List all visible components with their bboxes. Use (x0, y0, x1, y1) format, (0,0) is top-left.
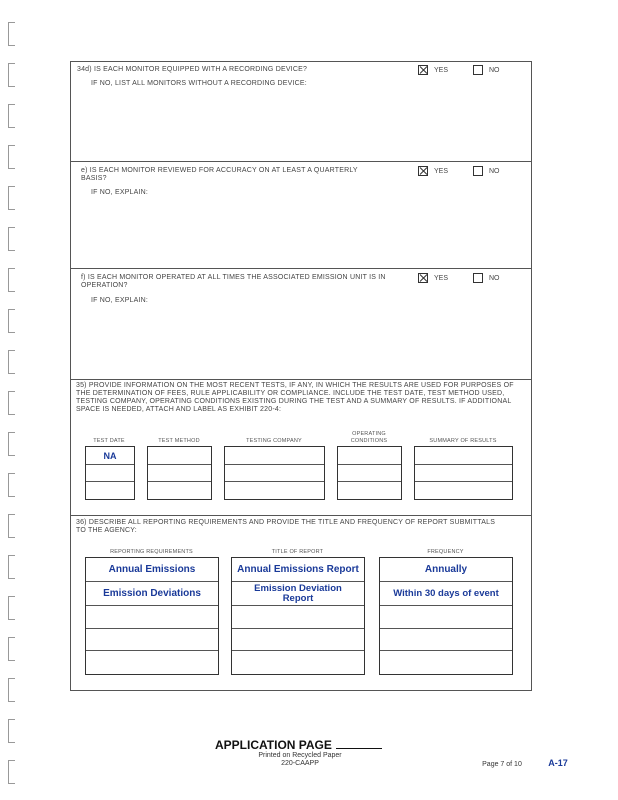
checked-box-icon (418, 65, 428, 75)
header-operating-conditions: OPERATING CONDITIONS (350, 431, 388, 444)
no-checkbox-34e[interactable]: NO (473, 166, 500, 176)
frequency-column (379, 557, 513, 675)
page-number-blank (336, 748, 382, 749)
table-row[interactable] (148, 465, 211, 482)
header-testing-company: TESTING COMPANY (246, 438, 302, 444)
summary-column (414, 446, 513, 500)
header-title-of-report: TITLE OF REPORT (271, 549, 324, 555)
application-page-title: APPLICATION PAGE (215, 738, 382, 752)
empty-box-icon (473, 65, 483, 75)
checked-box-icon (418, 273, 428, 283)
no-checkbox-34f[interactable]: NO (473, 273, 500, 283)
table-row[interactable] (338, 465, 401, 482)
table-row[interactable] (225, 482, 324, 499)
table-row[interactable] (225, 465, 324, 482)
table-row[interactable] (338, 482, 401, 499)
table-row[interactable] (232, 651, 364, 674)
test-date-column (85, 446, 135, 500)
page-counter: Page 7 of 10 (482, 761, 522, 768)
question-34f-label: f) IS EACH MONITOR OPERATED AT ALL TIMES THE ASSOCIATED EMISSION UNIT IS IN OPERATION? (81, 274, 386, 289)
table-row[interactable] (415, 447, 512, 465)
form-number: 220-CAAPP (281, 760, 319, 767)
question-34e-sub: IF NO, EXPLAIN: (91, 189, 149, 196)
form-page (70, 61, 532, 691)
requirement-cell[interactable]: Annual Emissions (86, 558, 218, 582)
section-35 (71, 379, 531, 516)
table-row[interactable] (225, 447, 324, 465)
operating-conditions-column (337, 446, 402, 500)
table-row[interactable] (232, 606, 364, 629)
table-row[interactable] (380, 606, 512, 629)
table-row[interactable] (148, 482, 211, 499)
table-row[interactable] (415, 465, 512, 482)
frequency-cell[interactable]: Within 30 days of event (380, 582, 512, 606)
section-36 (71, 515, 531, 690)
requirements-column (85, 557, 219, 675)
yes-checkbox-34f[interactable]: YES (418, 273, 448, 283)
header-summary-of-results: SUMMARY OF RESULTS (429, 438, 497, 444)
empty-box-icon (473, 273, 483, 283)
requirement-cell[interactable]: Emission Deviations (86, 582, 218, 606)
table-row[interactable] (380, 651, 512, 674)
question-34f-sub: IF NO, EXPLAIN: (91, 297, 149, 304)
section-34f (71, 268, 531, 380)
test-date-entry[interactable]: NA (86, 447, 134, 465)
table-row[interactable] (86, 606, 218, 629)
question-34d-label: 34d) IS EACH MONITOR EQUIPPED WITH A RECORDING DEVICE? (77, 66, 308, 73)
no-checkbox-34d[interactable]: NO (473, 65, 500, 75)
table-row[interactable] (232, 629, 364, 651)
table-row[interactable] (380, 629, 512, 651)
question-35-label: 35) PROVIDE INFORMATION ON THE MOST RECENT TESTS, IF ANY, IN WHICH THE RESULTS ARE USED FOR PURPOSES OF THE DETERMINATION OF FEES, RULE APPLICABILITY OR COMPLIANCE. INCLUDE THE TEST DATE, TEST METHOD USED, TESTING COMPANY, OPERATING CONDITIONS EXISTING DURING THE TEST AND A SUMMARY OF RESULTS. IF ADDITIONAL SPACE IS NEEDED, ATTACH AND LABEL AS EXHIBIT 220-4: (76, 382, 514, 413)
table-row[interactable] (86, 465, 134, 482)
table-row[interactable] (148, 447, 211, 465)
question-34e-label: e) IS EACH MONITOR REVIEWED FOR ACCURACY ON AT LEAST A QUARTERLY BASIS? (81, 167, 358, 182)
question-34d-sub: IF NO, LIST ALL MONITORS WITHOUT A RECORDING DEVICE: (91, 80, 307, 87)
recycled-paper-note: Printed on Recycled Paper (258, 752, 342, 759)
empty-box-icon (473, 166, 483, 176)
title-column (231, 557, 365, 675)
testing-company-column (224, 446, 325, 500)
header-frequency: FREQUENCY (427, 549, 464, 555)
table-row[interactable] (86, 482, 134, 499)
table-row[interactable] (415, 482, 512, 499)
header-test-date: TEST DATE (93, 438, 125, 444)
yes-checkbox-34d[interactable]: YES (418, 65, 448, 75)
checked-box-icon (418, 166, 428, 176)
table-row[interactable] (86, 629, 218, 651)
title-cell[interactable]: Annual Emissions Report (232, 558, 364, 582)
question-36-label: 36) DESCRIBE ALL REPORTING REQUIREMENTS AND PROVIDE THE TITLE AND FREQUENCY OF REPORT SUBMITTALS TO THE AGENCY: (76, 519, 496, 534)
exhibit-label: A-17 (548, 758, 568, 768)
title-cell[interactable]: Emission Deviation Report (232, 582, 364, 606)
table-row[interactable] (86, 651, 218, 674)
section-34d (71, 62, 531, 162)
header-reporting-requirements: REPORTING REQUIREMENTS (110, 549, 193, 555)
yes-checkbox-34e[interactable]: YES (418, 166, 448, 176)
section-34e (71, 161, 531, 269)
frequency-cell[interactable]: Annually (380, 558, 512, 582)
header-test-method: TEST METHOD (158, 438, 200, 444)
table-row[interactable] (338, 447, 401, 465)
test-method-column (147, 446, 212, 500)
